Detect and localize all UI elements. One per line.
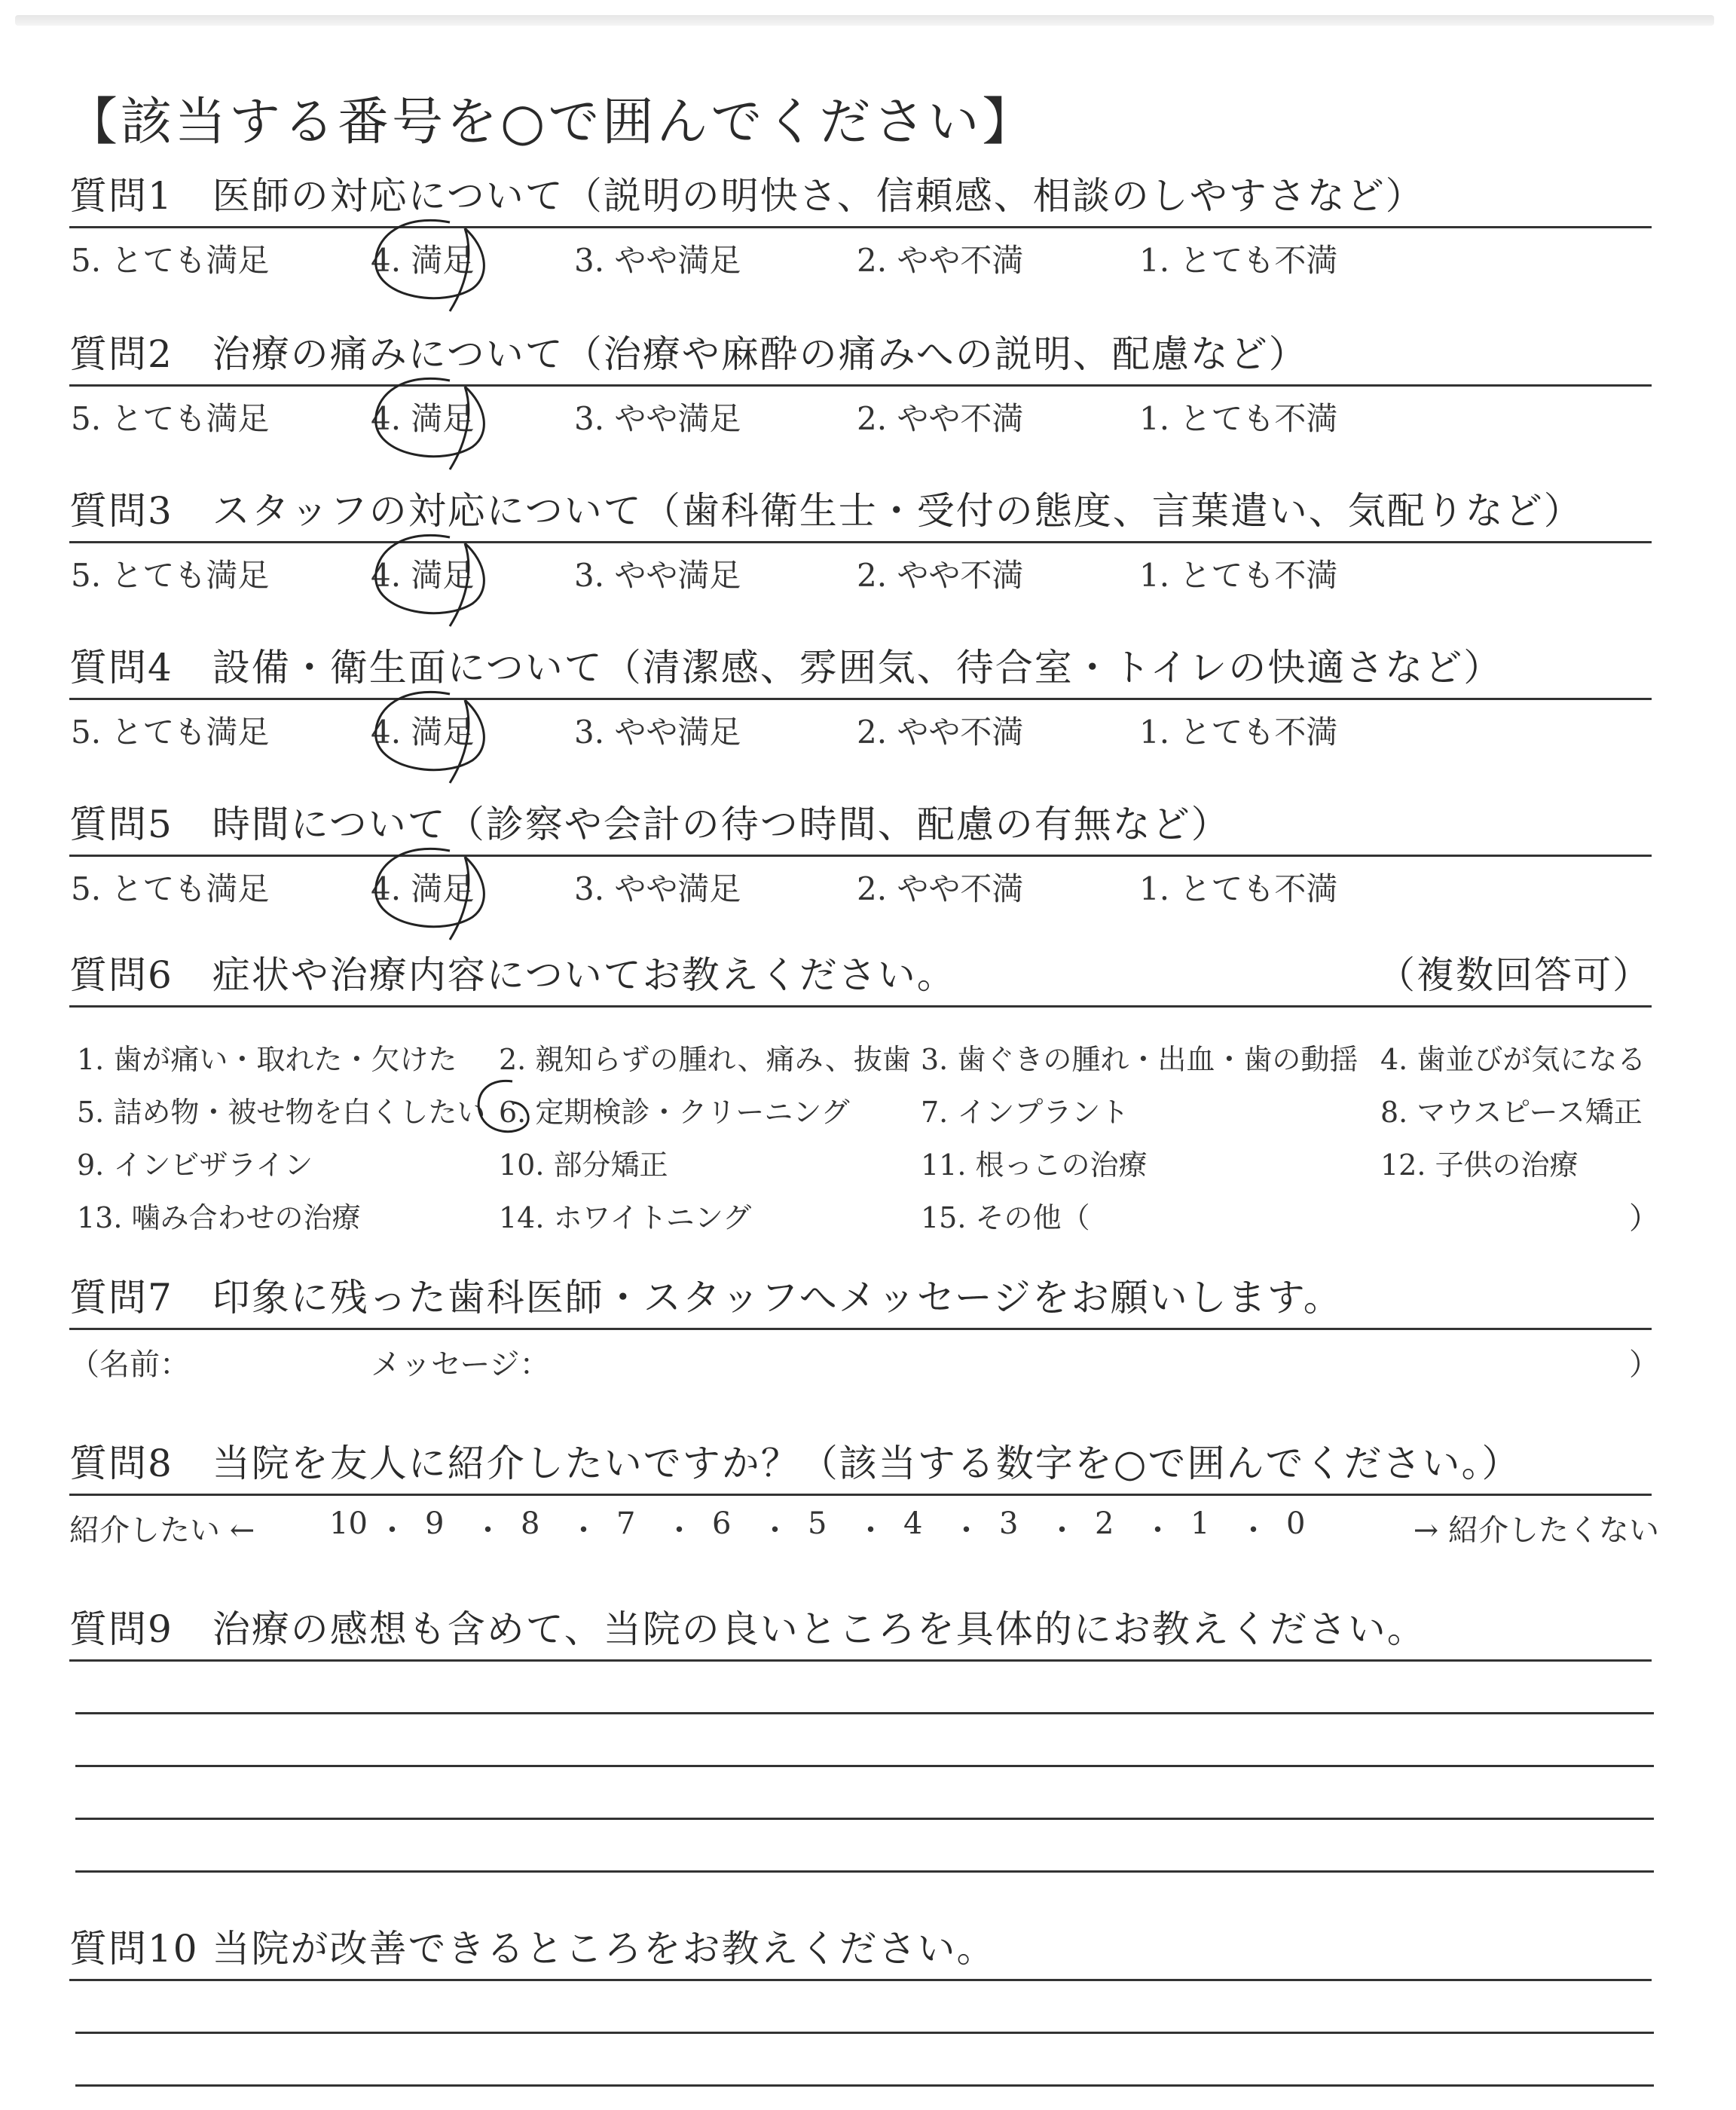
scale-separator: ・ (1047, 1513, 1077, 1548)
question-7-header (69, 1274, 1652, 1330)
question-5-options (69, 857, 1652, 910)
q4-option-very-satisfied[interactable]: 5. とても満足 (71, 714, 270, 751)
q9-answer-line-3[interactable] (75, 1818, 1654, 1820)
question-6-options (69, 1008, 1659, 1236)
q4-option-satisfied[interactable]: 4. 満足 (371, 714, 475, 751)
message-field-label[interactable]: メッセージ： (371, 1347, 550, 1382)
q9-answer-line-2[interactable] (75, 1765, 1654, 1767)
scale-value-0[interactable]: 0 (1286, 1506, 1306, 1541)
scale-left-label: 紹介したい ← (69, 1513, 255, 1548)
q1-option-very-satisfied[interactable]: 5. とても満足 (71, 242, 270, 279)
q5-option-very-satisfied[interactable]: 5. とても満足 (71, 870, 270, 907)
q6-option-1[interactable]: 1. 歯が痛い・取れた・欠けた (77, 1043, 457, 1076)
q3-option-very-dissatisfied[interactable]: 1. とても不満 (1139, 557, 1338, 594)
question-1-label: 質問1 医師の対応について（説明の明快さ、信頼感、相談のしやすさなど） (69, 174, 1425, 218)
scale-value-9[interactable]: 9 (425, 1506, 445, 1541)
question-4 (69, 644, 1652, 753)
question-7-label: 質問7 印象に残った歯科医師・スタッフへメッセージをお願いします。 (69, 1276, 1343, 1320)
q3-option-very-satisfied[interactable]: 5. とても満足 (71, 557, 270, 594)
scale-value-7[interactable]: 7 (616, 1506, 636, 1541)
q5-option-very-dissatisfied[interactable]: 1. とても不満 (1139, 870, 1338, 907)
q5-option-satisfied[interactable]: 4. 満足 (371, 870, 475, 907)
question-10-header (69, 1928, 1652, 1981)
question-9-header (69, 1605, 1652, 1662)
question-6-header (69, 951, 1652, 1008)
referral-scale (69, 1496, 1659, 1556)
q6-option-11[interactable]: 11. 根っこの治療 (921, 1148, 1148, 1182)
question-8 (69, 1439, 1659, 1556)
q3-option-satisfied[interactable]: 4. 満足 (371, 557, 475, 594)
q3-option-somewhat-satisfied[interactable]: 3. やや満足 (574, 557, 741, 594)
question-5-label: 質問5 時間について（診察や会計の待つ時間、配慮の有無など） (69, 803, 1230, 846)
question-10 (69, 1928, 1652, 1981)
question-7 (69, 1274, 1659, 1390)
q6-option-7[interactable]: 7. インプラント (921, 1096, 1129, 1129)
q6-option-10[interactable]: 10. 部分矯正 (499, 1148, 668, 1182)
scale-value-1[interactable]: 1 (1190, 1506, 1210, 1541)
q5-option-somewhat-dissatisfied[interactable]: 2. やや不満 (857, 870, 1024, 907)
q10-answer-line-1[interactable] (75, 2032, 1654, 2034)
q2-option-very-dissatisfied[interactable]: 1. とても不満 (1139, 400, 1338, 437)
q2-option-very-satisfied[interactable]: 5. とても満足 (71, 400, 270, 437)
scale-separator: ・ (472, 1513, 503, 1548)
scan-top-edge (15, 15, 1714, 26)
question-3-label: 質問3 スタッフの対応について（歯科衛生士・受付の態度、言葉遣い、気配りなど） (69, 489, 1583, 533)
scale-separator: ・ (1238, 1513, 1269, 1548)
scale-separator: ・ (951, 1513, 982, 1548)
q6-option-9[interactable]: 9. インビザライン (77, 1148, 313, 1182)
scale-value-4[interactable]: 4 (903, 1506, 923, 1541)
question-4-label: 質問4 設備・衛生面について（清潔感、雰囲気、待合室・トイレの快適さなど） (69, 646, 1503, 690)
q1-option-somewhat-dissatisfied[interactable]: 2. やや不満 (857, 242, 1024, 279)
q1-option-very-dissatisfied[interactable]: 1. とても不満 (1139, 242, 1338, 279)
scale-separator: ・ (377, 1513, 408, 1548)
scale-separator: ・ (855, 1513, 886, 1548)
q6-option-14[interactable]: 14. ホワイトニング (499, 1201, 752, 1234)
scale-value-2[interactable]: 2 (1095, 1506, 1114, 1541)
message-close-paren: ） (1629, 1347, 1659, 1382)
question-8-header (69, 1439, 1652, 1496)
question-4-header (69, 644, 1652, 700)
q1-option-somewhat-satisfied[interactable]: 3. やや満足 (574, 242, 741, 279)
scale-separator: ・ (664, 1513, 695, 1548)
question-3-header (69, 487, 1652, 543)
question-9-label: 質問9 治療の感想も含めて、当院の良いところを具体的にお教えください。 (69, 1607, 1426, 1651)
q6-option-15[interactable]: 15. その他（ (921, 1201, 1090, 1234)
q4-option-somewhat-satisfied[interactable]: 3. やや満足 (574, 714, 741, 751)
question-3 (69, 487, 1652, 596)
scale-separator: ・ (1142, 1513, 1173, 1548)
question-1-header (69, 172, 1652, 228)
question-1-options (69, 228, 1652, 281)
q9-answer-line-4[interactable] (75, 1870, 1654, 1873)
q6-option-2[interactable]: 2. 親知らずの腫れ、痛み、抜歯 (499, 1043, 911, 1076)
q2-option-satisfied[interactable]: 4. 満足 (371, 400, 475, 437)
question-3-options (69, 543, 1652, 596)
scale-separator: ・ (760, 1513, 790, 1548)
scale-value-6[interactable]: 6 (712, 1506, 732, 1541)
q6-option-12[interactable]: 12. 子供の治療 (1380, 1148, 1579, 1182)
form-title: 【該当する番号を○で囲んでください】 (66, 93, 1037, 152)
q2-option-somewhat-satisfied[interactable]: 3. やや満足 (574, 400, 741, 437)
q6-option-8[interactable]: 8. マウスピース矯正 (1380, 1096, 1643, 1129)
question-2-label: 質問2 治療の痛みについて（治療や麻酔の痛みへの説明、配慮など） (69, 332, 1308, 376)
question-2 (69, 330, 1652, 439)
q6-other-close-paren: ） (1629, 1201, 1659, 1236)
question-2-header (69, 330, 1652, 387)
question-4-options (69, 700, 1652, 753)
question-7-fields (69, 1330, 1659, 1390)
q5-option-somewhat-satisfied[interactable]: 3. やや満足 (574, 870, 741, 907)
scale-value-3[interactable]: 3 (999, 1506, 1019, 1541)
q6-option-6[interactable]: 6. 定期検診・クリーニング (499, 1096, 850, 1129)
q2-option-somewhat-dissatisfied[interactable]: 2. やや不満 (857, 400, 1024, 437)
q3-option-somewhat-dissatisfied[interactable]: 2. やや不満 (857, 557, 1024, 594)
question-6-label: 質問6 症状や治療内容についてお教えください。 (69, 953, 956, 997)
q6-option-3[interactable]: 3. 歯ぐきの腫れ・出血・歯の動揺 (921, 1043, 1359, 1076)
question-6-note: （複数回答可） (1377, 953, 1652, 997)
scale-value-5[interactable]: 5 (808, 1506, 827, 1541)
scale-value-8[interactable]: 8 (521, 1506, 540, 1541)
scale-value-10[interactable]: 10 (329, 1506, 368, 1541)
name-field-label[interactable]: （名前： (69, 1347, 190, 1382)
q6-option-13[interactable]: 13. 噛み合わせの治療 (77, 1201, 361, 1234)
question-8-label: 質問8 当院を友人に紹介したいですか？（該当する数字を○で囲んでください。） (69, 1442, 1521, 1485)
q9-answer-line-1[interactable] (75, 1712, 1654, 1714)
question-1 (69, 172, 1652, 281)
q10-answer-line-2[interactable] (75, 2084, 1654, 2087)
question-2-options (69, 387, 1652, 439)
scale-right-label: → 紹介したくない (1413, 1513, 1659, 1548)
q6-option-4[interactable]: 4. 歯並びが気になる (1380, 1043, 1646, 1076)
question-5 (69, 800, 1652, 910)
question-10-label: 質問10 当院が改善できるところをお教えください。 (69, 1927, 996, 1971)
q6-option-5[interactable]: 5. 詰め物・被せ物を白くしたい (77, 1096, 486, 1129)
q4-option-very-dissatisfied[interactable]: 1. とても不満 (1139, 714, 1338, 751)
question-9 (69, 1605, 1652, 1662)
q4-option-somewhat-dissatisfied[interactable]: 2. やや不満 (857, 714, 1024, 751)
question-6 (69, 951, 1659, 1236)
q1-option-satisfied[interactable]: 4. 満足 (371, 242, 475, 279)
scale-separator: ・ (568, 1513, 599, 1548)
question-5-header (69, 800, 1652, 857)
